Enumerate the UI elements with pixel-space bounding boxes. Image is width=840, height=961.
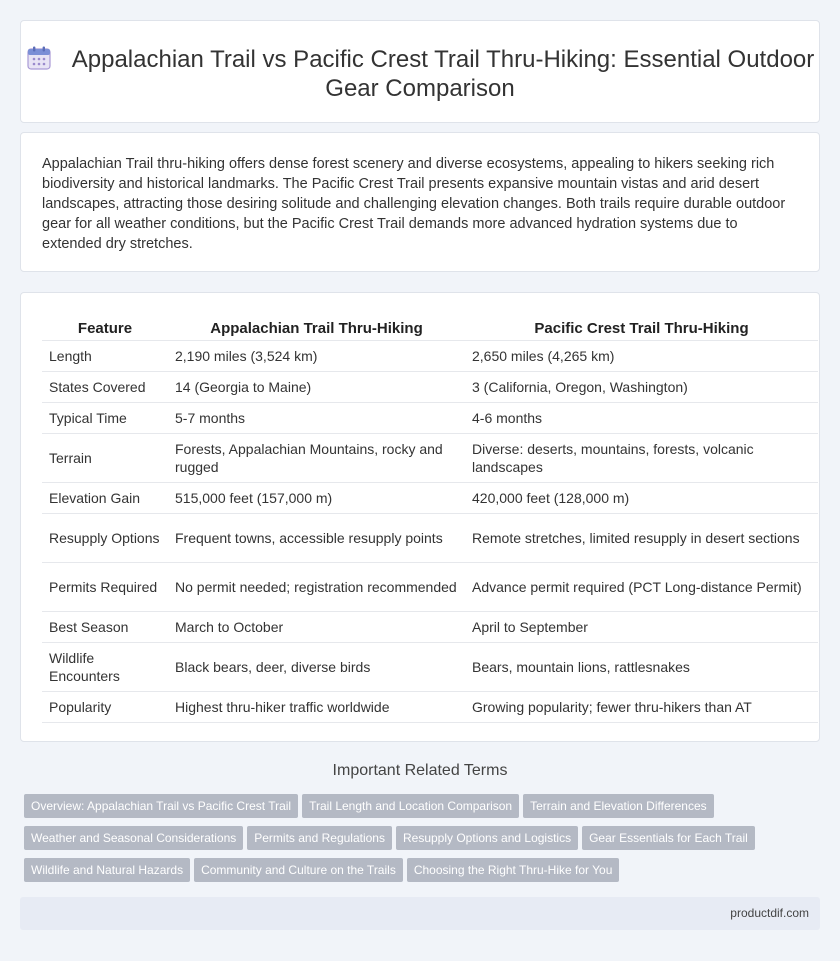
row-pacific-crest-value: Remote stretches, limited resupply in desert sections [465, 513, 818, 562]
row-pacific-crest-value: Growing popularity; fewer thru-hikers than AT [465, 691, 818, 722]
row-feature: Terrain [42, 433, 168, 482]
table-row [42, 562, 818, 611]
comparison-table [42, 314, 818, 723]
header-appalachian: Appalachian Trail Thru-Hiking [168, 314, 465, 340]
related-tag-overview[interactable]: Overview: Appalachian Trail vs Pacific Crest Trail [24, 794, 298, 818]
table-row [42, 371, 818, 402]
related-tag-terrain[interactable]: Terrain and Elevation Differences [523, 794, 714, 818]
row-appalachian-value: Black bears, deer, diverse birds [168, 642, 465, 691]
table-row [42, 402, 818, 433]
row-pacific-crest-value: 2,650 miles (4,265 km) [465, 340, 818, 371]
row-pacific-crest-value: Advance permit required (PCT Long-distance Permit) [465, 562, 818, 611]
related-terms-heading: Important Related Terms [332, 762, 508, 779]
related-tag-community[interactable]: Community and Culture on the Trails [194, 858, 403, 882]
table-row [42, 642, 818, 691]
title-card [20, 20, 820, 123]
row-feature: Length [42, 340, 168, 371]
row-pacific-crest-value: 3 (California, Oregon, Washington) [465, 371, 818, 402]
row-pacific-crest-value: 420,000 feet (128,000 m) [465, 482, 818, 513]
row-appalachian-value: No permit needed; registration recommended [168, 562, 465, 611]
table-row [42, 482, 818, 513]
row-appalachian-value: 14 (Georgia to Maine) [168, 371, 465, 402]
intro-card [20, 132, 820, 272]
footer [20, 897, 820, 930]
row-appalachian-value: 5-7 months [168, 402, 465, 433]
table-row [42, 340, 818, 371]
related-terms-tags [24, 794, 784, 890]
row-feature: Best Season [42, 611, 168, 642]
row-feature: Resupply Options [42, 513, 168, 562]
row-appalachian-value: 515,000 feet (157,000 m) [168, 482, 465, 513]
footer-site-link[interactable]: productdif.com [730, 906, 809, 920]
calendar-icon [26, 45, 52, 71]
related-tag-wildlife[interactable]: Wildlife and Natural Hazards [24, 858, 190, 882]
header-pacific-crest: Pacific Crest Trail Thru-Hiking [465, 314, 818, 340]
row-feature: States Covered [42, 371, 168, 402]
related-tag-gear[interactable]: Gear Essentials for Each Trail [582, 826, 755, 850]
row-appalachian-value: Forests, Appalachian Mountains, rocky and rugged [168, 433, 465, 482]
table-row [42, 513, 818, 562]
related-tag-choosing[interactable]: Choosing the Right Thru-Hike for You [407, 858, 620, 882]
table-row [42, 691, 818, 722]
comparison-table-card [20, 292, 820, 742]
related-tag-trail-length[interactable]: Trail Length and Location Comparison [302, 794, 519, 818]
page-title-text: Appalachian Trail vs Pacific Crest Trail Thru-Hiking: Essential Outdoor Gear Comparison [71, 46, 815, 102]
related-tag-permits[interactable]: Permits and Regulations [247, 826, 392, 850]
row-pacific-crest-value: Bears, mountain lions, rattlesnakes [465, 642, 818, 691]
row-feature: Elevation Gain [42, 482, 168, 513]
row-pacific-crest-value: April to September [465, 611, 818, 642]
related-tag-resupply[interactable]: Resupply Options and Logistics [396, 826, 578, 850]
row-feature: Wildlife Encounters [42, 642, 168, 691]
row-appalachian-value: March to October [168, 611, 465, 642]
row-appalachian-value: 2,190 miles (3,524 km) [168, 340, 465, 371]
row-appalachian-value: Highest thru-hiker traffic worldwide [168, 691, 465, 722]
header-feature: Feature [42, 314, 168, 340]
table-row [42, 611, 818, 642]
row-appalachian-value: Frequent towns, accessible resupply points [168, 513, 465, 562]
table-header-row [42, 314, 818, 340]
row-feature: Typical Time [42, 402, 168, 433]
row-feature: Permits Required [42, 562, 168, 611]
row-pacific-crest-value: Diverse: deserts, mountains, forests, volcanic landscapes [465, 433, 818, 482]
row-pacific-crest-value: 4-6 months [465, 402, 818, 433]
row-feature: Popularity [42, 691, 168, 722]
related-tag-weather[interactable]: Weather and Seasonal Considerations [24, 826, 243, 850]
table-row [42, 433, 818, 482]
page-title [21, 45, 819, 103]
intro-paragraph: Appalachian Trail thru-hiking offers dense forest scenery and diverse ecosystems, appealing to hikers seeking rich biodiversity and historical landmarks. The Pacific Crest Trail presents expansive mountain vistas and arid desert landscapes, attracting those desiring solitude and challenging elevation changes. Both trails require durable outdoor gear for all weather conditions, but the Pacific Crest Trail demands more advanced hydration systems due to extended dry stretches. [42, 156, 786, 252]
